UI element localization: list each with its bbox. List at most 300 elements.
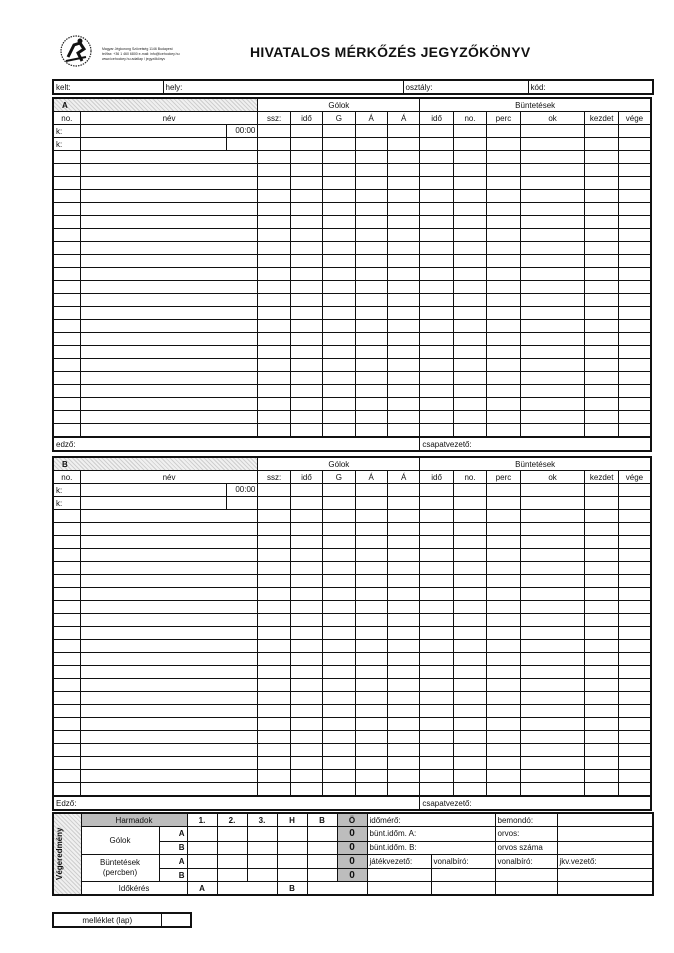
team_a-cell[interactable] [290, 320, 322, 333]
team_a-cell[interactable] [80, 424, 258, 438]
team_a-cell[interactable] [290, 190, 322, 203]
team_b-cell[interactable] [487, 705, 520, 718]
team_a-cell[interactable] [453, 138, 486, 151]
team_b-cell[interactable] [520, 718, 585, 731]
goal-b-2[interactable] [217, 841, 247, 854]
team_a-cell[interactable] [53, 268, 80, 281]
team_a-cell[interactable] [585, 320, 618, 333]
team_b-cell[interactable] [387, 575, 419, 588]
team_a-cell[interactable] [487, 372, 520, 385]
team_b-cell[interactable] [420, 510, 453, 523]
team_b-cell[interactable] [355, 549, 387, 562]
team_a-cell[interactable] [618, 359, 651, 372]
team_a-cell[interactable] [323, 320, 355, 333]
team_b-cell[interactable] [258, 562, 290, 575]
team_b-cell[interactable] [355, 627, 387, 640]
team_a-cell[interactable] [453, 424, 486, 438]
team_a-cell[interactable] [80, 203, 258, 216]
team_a-cell[interactable] [80, 164, 258, 177]
team_b-cell[interactable] [258, 705, 290, 718]
team_b-cell[interactable] [258, 497, 290, 510]
team_a-cell[interactable] [80, 359, 258, 372]
team_a-cell[interactable] [453, 398, 486, 411]
team_b-cell[interactable] [420, 627, 453, 640]
idokeres-b-value[interactable] [307, 882, 367, 896]
team_a-cell[interactable] [355, 125, 387, 138]
orvos-value[interactable] [557, 827, 653, 842]
team_b-cell[interactable] [585, 640, 618, 653]
team_a-cell[interactable] [323, 203, 355, 216]
team_a-cell[interactable] [618, 216, 651, 229]
team_b-cell[interactable] [80, 666, 258, 679]
team_a-cell[interactable] [290, 268, 322, 281]
team_b-cell[interactable] [520, 770, 585, 783]
team_b-cell[interactable] [387, 783, 419, 797]
team_a-cell[interactable] [420, 359, 453, 372]
team_a-cell[interactable] [387, 281, 419, 294]
team_b-cell[interactable] [323, 601, 355, 614]
team_b-cell[interactable] [420, 614, 453, 627]
team_b-cell[interactable] [487, 627, 520, 640]
team_b-cell[interactable] [453, 510, 486, 523]
team_b-cell[interactable] [387, 523, 419, 536]
pen-b-h[interactable] [277, 869, 307, 882]
team_a-cell[interactable] [585, 164, 618, 177]
team_a-cell[interactable] [585, 411, 618, 424]
team_b-cell[interactable] [618, 627, 651, 640]
team_a-cell[interactable] [53, 424, 80, 438]
team_b-cell[interactable] [487, 510, 520, 523]
team_b-cell[interactable] [53, 523, 80, 536]
team_a-cell[interactable] [290, 242, 322, 255]
team_b-cell[interactable] [420, 718, 453, 731]
team_b-cell[interactable] [618, 575, 651, 588]
team_a-cell[interactable] [585, 203, 618, 216]
team_b-cell[interactable] [355, 666, 387, 679]
team_b-cell[interactable] [618, 614, 651, 627]
team_b-cell[interactable] [355, 718, 387, 731]
team_a-cell[interactable] [618, 294, 651, 307]
team_b-cell[interactable] [290, 562, 322, 575]
team_a-cell[interactable] [258, 424, 290, 438]
team_b-cell[interactable] [80, 757, 258, 770]
team_a-cell[interactable] [53, 151, 80, 164]
pen-a-3[interactable] [247, 854, 277, 869]
team_a-cell[interactable] [618, 411, 651, 424]
team_a-cell[interactable] [355, 255, 387, 268]
team_b-cell[interactable] [290, 601, 322, 614]
team_b-cell[interactable] [520, 614, 585, 627]
team_a-cell[interactable] [323, 294, 355, 307]
team_a-cell[interactable] [585, 177, 618, 190]
team_a-cell[interactable] [387, 411, 419, 424]
team_b-cell[interactable] [80, 562, 258, 575]
team_a-cell[interactable] [80, 268, 258, 281]
team_a-cell[interactable] [487, 398, 520, 411]
team_b-cell[interactable] [387, 718, 419, 731]
team_a-cell[interactable] [53, 385, 80, 398]
team_a-cell[interactable] [323, 177, 355, 190]
team_a-cell[interactable] [387, 424, 419, 438]
team_a-cell[interactable] [585, 372, 618, 385]
team_a-cell[interactable] [258, 281, 290, 294]
team_a-cell[interactable] [585, 294, 618, 307]
team_a-cell[interactable] [323, 307, 355, 320]
team_a-cell[interactable] [585, 424, 618, 438]
team_a-cell[interactable] [618, 281, 651, 294]
team_a-cell[interactable] [420, 333, 453, 346]
goal-b-b[interactable] [307, 841, 337, 854]
team_a-cell[interactable] [487, 190, 520, 203]
team_a-cell[interactable] [387, 203, 419, 216]
team_b-cell[interactable] [520, 601, 585, 614]
osztaly-field[interactable]: osztály: [403, 80, 528, 94]
team_a-cell[interactable] [585, 281, 618, 294]
team_b-cell[interactable] [585, 549, 618, 562]
team_a-cell[interactable] [420, 229, 453, 242]
team_b-cell[interactable] [53, 705, 80, 718]
team_b-cell[interactable] [290, 718, 322, 731]
team_b-cell[interactable] [323, 757, 355, 770]
team_b-cell[interactable] [387, 666, 419, 679]
team_a-cell[interactable] [487, 125, 520, 138]
team_a-cell[interactable] [420, 281, 453, 294]
team_b-cell[interactable] [487, 731, 520, 744]
team_b-cell[interactable] [355, 614, 387, 627]
team_b-cell[interactable] [585, 718, 618, 731]
team_a-cell[interactable] [290, 398, 322, 411]
goal-b-3[interactable] [247, 841, 277, 854]
team_a-cell[interactable] [290, 229, 322, 242]
team_a-cell[interactable] [323, 398, 355, 411]
team_b-cell[interactable] [53, 744, 80, 757]
team_a-cell[interactable] [323, 229, 355, 242]
team_a-cell[interactable] [323, 164, 355, 177]
jatekvezeto-sign[interactable] [367, 869, 431, 882]
team_b-cell[interactable] [585, 679, 618, 692]
team_a-cell[interactable] [520, 151, 585, 164]
team_b-cell[interactable] [355, 523, 387, 536]
team_b-cell[interactable] [487, 536, 520, 549]
team_a-cell[interactable] [258, 216, 290, 229]
team_b-cell[interactable] [420, 549, 453, 562]
team_b-cell[interactable] [618, 679, 651, 692]
team_b-cell[interactable] [420, 744, 453, 757]
team_a-cell[interactable] [387, 216, 419, 229]
team_b-cell[interactable] [53, 627, 80, 640]
team_a-cell[interactable] [420, 190, 453, 203]
team_b-cell[interactable] [520, 549, 585, 562]
team_a-cell[interactable] [520, 216, 585, 229]
team_b-cell[interactable] [290, 679, 322, 692]
team_b-cell[interactable] [258, 653, 290, 666]
team_b-cell[interactable] [323, 588, 355, 601]
team_a-cell[interactable] [420, 372, 453, 385]
team_b-cell[interactable] [80, 601, 258, 614]
team_a-cell[interactable] [290, 125, 322, 138]
team_a-cell[interactable] [585, 138, 618, 151]
hely-field[interactable]: hely: [163, 80, 403, 94]
team_b-cell[interactable] [420, 770, 453, 783]
team_b-cell[interactable] [323, 692, 355, 705]
team_a-cell[interactable] [453, 411, 486, 424]
team_b-cell[interactable] [258, 692, 290, 705]
team_a-cell[interactable] [387, 190, 419, 203]
team_a-cell[interactable] [453, 177, 486, 190]
team_b-cell[interactable] [323, 770, 355, 783]
team_a-cell[interactable] [80, 372, 258, 385]
team_a-cell[interactable] [420, 164, 453, 177]
team_a-cell[interactable] [290, 424, 322, 438]
team_b-cell[interactable] [80, 614, 258, 627]
team_b-cell[interactable] [420, 575, 453, 588]
team_b-goalie-name-cell[interactable] [80, 484, 258, 497]
team_b-cell[interactable] [53, 575, 80, 588]
team_a-cell[interactable] [618, 424, 651, 438]
team_b-cell[interactable] [520, 679, 585, 692]
team_b-cell[interactable] [290, 627, 322, 640]
team_a-cell[interactable] [53, 229, 80, 242]
team_b-cell[interactable] [53, 510, 80, 523]
team_a-cell[interactable] [290, 411, 322, 424]
team_a-cell[interactable] [520, 125, 585, 138]
team_a-cell[interactable] [453, 268, 486, 281]
pen-b-2[interactable] [217, 869, 247, 882]
team_b-cell[interactable] [487, 757, 520, 770]
team_a-cell[interactable] [420, 411, 453, 424]
team_a-cell[interactable] [420, 255, 453, 268]
team_a-manager-field[interactable]: csapatvezető: [420, 437, 651, 451]
team_b-cell[interactable] [53, 783, 80, 797]
team_a-cell[interactable] [80, 346, 258, 359]
sign-extra-1[interactable] [367, 882, 431, 896]
team_a-cell[interactable] [258, 125, 290, 138]
team_a-cell[interactable] [355, 138, 387, 151]
team_a-cell[interactable] [323, 359, 355, 372]
team_a-coach-field[interactable]: edző: [53, 437, 420, 451]
team_b-cell[interactable] [487, 497, 520, 510]
team_a-cell[interactable] [80, 281, 258, 294]
team_a-cell[interactable] [487, 281, 520, 294]
team_b-cell[interactable] [453, 718, 486, 731]
team_b-cell[interactable] [618, 757, 651, 770]
team_a-cell[interactable] [80, 177, 258, 190]
team_b-cell[interactable] [585, 614, 618, 627]
team_b-cell[interactable] [618, 640, 651, 653]
team_a-cell[interactable] [585, 216, 618, 229]
team_b-cell[interactable] [618, 653, 651, 666]
team_b-cell[interactable] [585, 497, 618, 510]
team_a-cell[interactable] [420, 125, 453, 138]
team_b-cell[interactable] [520, 705, 585, 718]
team_b-cell[interactable] [520, 692, 585, 705]
team_b-cell[interactable] [453, 523, 486, 536]
team_b-cell[interactable] [387, 601, 419, 614]
team_b-cell[interactable] [258, 575, 290, 588]
team_a-cell[interactable] [453, 359, 486, 372]
team_a-cell[interactable] [585, 190, 618, 203]
team_a-cell[interactable] [520, 320, 585, 333]
team_a-cell[interactable] [585, 333, 618, 346]
team_b-cell[interactable] [618, 510, 651, 523]
team_a-cell[interactable] [323, 333, 355, 346]
team_a-cell[interactable] [520, 372, 585, 385]
team_a-cell[interactable] [618, 398, 651, 411]
sign-extra-2[interactable] [431, 882, 495, 896]
team_a-cell[interactable] [323, 424, 355, 438]
team_a-cell[interactable] [53, 372, 80, 385]
team_a-cell[interactable] [290, 372, 322, 385]
team_a-cell[interactable] [80, 216, 258, 229]
team_b-cell[interactable] [420, 783, 453, 797]
team_b-cell[interactable] [355, 510, 387, 523]
team_b-cell[interactable] [487, 523, 520, 536]
team_a-cell[interactable] [387, 242, 419, 255]
team_b-cell[interactable] [53, 614, 80, 627]
team_a-cell[interactable] [258, 346, 290, 359]
team_a-cell[interactable] [520, 398, 585, 411]
team_a-cell[interactable] [53, 346, 80, 359]
team_b-cell[interactable] [585, 783, 618, 797]
team_b-cell[interactable] [453, 549, 486, 562]
bemondo-value[interactable] [557, 813, 653, 827]
team_b-cell[interactable] [453, 627, 486, 640]
idokeres-a-value[interactable] [217, 882, 277, 896]
goal-b-h[interactable] [277, 841, 307, 854]
team_a-cell[interactable] [53, 281, 80, 294]
team_b-cell[interactable] [355, 484, 387, 497]
team_a-cell[interactable] [453, 125, 486, 138]
team_b-cell[interactable] [487, 640, 520, 653]
team_b-cell[interactable] [80, 679, 258, 692]
team_b-cell[interactable] [290, 523, 322, 536]
team_a-cell[interactable] [258, 385, 290, 398]
team_a-cell[interactable] [355, 242, 387, 255]
team_a-cell[interactable] [258, 138, 290, 151]
team_a-cell[interactable] [618, 177, 651, 190]
team_b-cell[interactable] [387, 536, 419, 549]
team_b-cell[interactable] [355, 640, 387, 653]
team_a-cell[interactable] [453, 203, 486, 216]
team_a-cell[interactable] [585, 125, 618, 138]
goal-a-1[interactable] [187, 827, 217, 842]
team_b-cell[interactable] [618, 692, 651, 705]
team_a-cell[interactable] [520, 177, 585, 190]
team_b-cell[interactable] [355, 497, 387, 510]
team_a-cell[interactable] [323, 242, 355, 255]
team_a-cell[interactable] [53, 242, 80, 255]
team_b-cell[interactable] [487, 601, 520, 614]
team_b-cell[interactable] [520, 666, 585, 679]
team_a-cell[interactable] [387, 151, 419, 164]
team_a-cell[interactable] [387, 138, 419, 151]
team_a-cell[interactable] [453, 255, 486, 268]
team_b-cell[interactable] [290, 783, 322, 797]
team_a-cell[interactable] [453, 307, 486, 320]
team_a-cell[interactable] [355, 359, 387, 372]
orvos-szama-value[interactable] [557, 841, 653, 854]
team_a-cell[interactable] [355, 411, 387, 424]
team_b-cell[interactable] [290, 536, 322, 549]
team_a-cell[interactable] [290, 164, 322, 177]
team_a-cell[interactable] [80, 333, 258, 346]
team_b-cell[interactable] [258, 601, 290, 614]
team_a-cell[interactable] [420, 242, 453, 255]
team_a-cell[interactable] [520, 268, 585, 281]
team_a-cell[interactable] [618, 151, 651, 164]
team_b-cell[interactable] [420, 536, 453, 549]
goal-a-b[interactable] [307, 827, 337, 842]
team_a-cell[interactable] [290, 255, 322, 268]
team_b-cell[interactable] [420, 757, 453, 770]
team_a-cell[interactable] [258, 268, 290, 281]
kelt-field[interactable]: kelt: [53, 80, 163, 94]
team_a-cell[interactable] [453, 281, 486, 294]
team_b-cell[interactable] [323, 614, 355, 627]
team_a-cell[interactable] [387, 398, 419, 411]
team_b-cell[interactable] [258, 588, 290, 601]
team_a-cell[interactable] [520, 294, 585, 307]
team_b-cell[interactable] [387, 484, 419, 497]
melleklet-value[interactable] [161, 913, 191, 927]
team_b-cell[interactable] [618, 744, 651, 757]
team_a-cell[interactable] [80, 411, 258, 424]
team_b-cell[interactable] [355, 653, 387, 666]
team_a-cell[interactable] [453, 229, 486, 242]
team_b-cell[interactable] [487, 588, 520, 601]
team_a-cell[interactable] [487, 385, 520, 398]
team_a-cell[interactable] [520, 385, 585, 398]
team_b-cell[interactable] [520, 562, 585, 575]
team_b-cell[interactable] [618, 731, 651, 744]
team_b-cell[interactable] [618, 705, 651, 718]
team_b-cell[interactable] [520, 536, 585, 549]
team_b-cell[interactable] [355, 731, 387, 744]
bunt-idom-b-field[interactable]: bünt.időm. B: [367, 841, 495, 854]
team_b-cell[interactable] [585, 536, 618, 549]
team_a-cell[interactable] [387, 125, 419, 138]
team_b-cell[interactable] [520, 757, 585, 770]
team_b-cell[interactable] [453, 562, 486, 575]
team_a-cell[interactable] [618, 242, 651, 255]
team_a-cell[interactable] [323, 190, 355, 203]
team_b-cell[interactable] [453, 705, 486, 718]
team_b-cell[interactable] [453, 575, 486, 588]
team_b-cell[interactable] [323, 575, 355, 588]
team_b-cell[interactable] [323, 679, 355, 692]
team_a-cell[interactable] [323, 372, 355, 385]
team_b-cell[interactable] [355, 705, 387, 718]
team_a-cell[interactable] [80, 307, 258, 320]
team_a-cell[interactable] [453, 242, 486, 255]
team_b-cell[interactable] [453, 666, 486, 679]
team_a-cell[interactable] [520, 190, 585, 203]
team_a-cell[interactable] [355, 385, 387, 398]
team_a-cell[interactable] [618, 320, 651, 333]
team_b-cell[interactable] [53, 562, 80, 575]
team_b-cell[interactable] [290, 692, 322, 705]
team_a-cell[interactable] [618, 229, 651, 242]
team_b-cell[interactable] [290, 640, 322, 653]
team_b-cell[interactable] [258, 757, 290, 770]
team_a-cell[interactable] [53, 333, 80, 346]
team_a-cell[interactable] [487, 294, 520, 307]
team_b-cell[interactable] [53, 731, 80, 744]
team_a-cell[interactable] [80, 294, 258, 307]
team_b-cell[interactable] [520, 640, 585, 653]
team_b-cell[interactable] [487, 653, 520, 666]
team_b-cell[interactable] [520, 744, 585, 757]
